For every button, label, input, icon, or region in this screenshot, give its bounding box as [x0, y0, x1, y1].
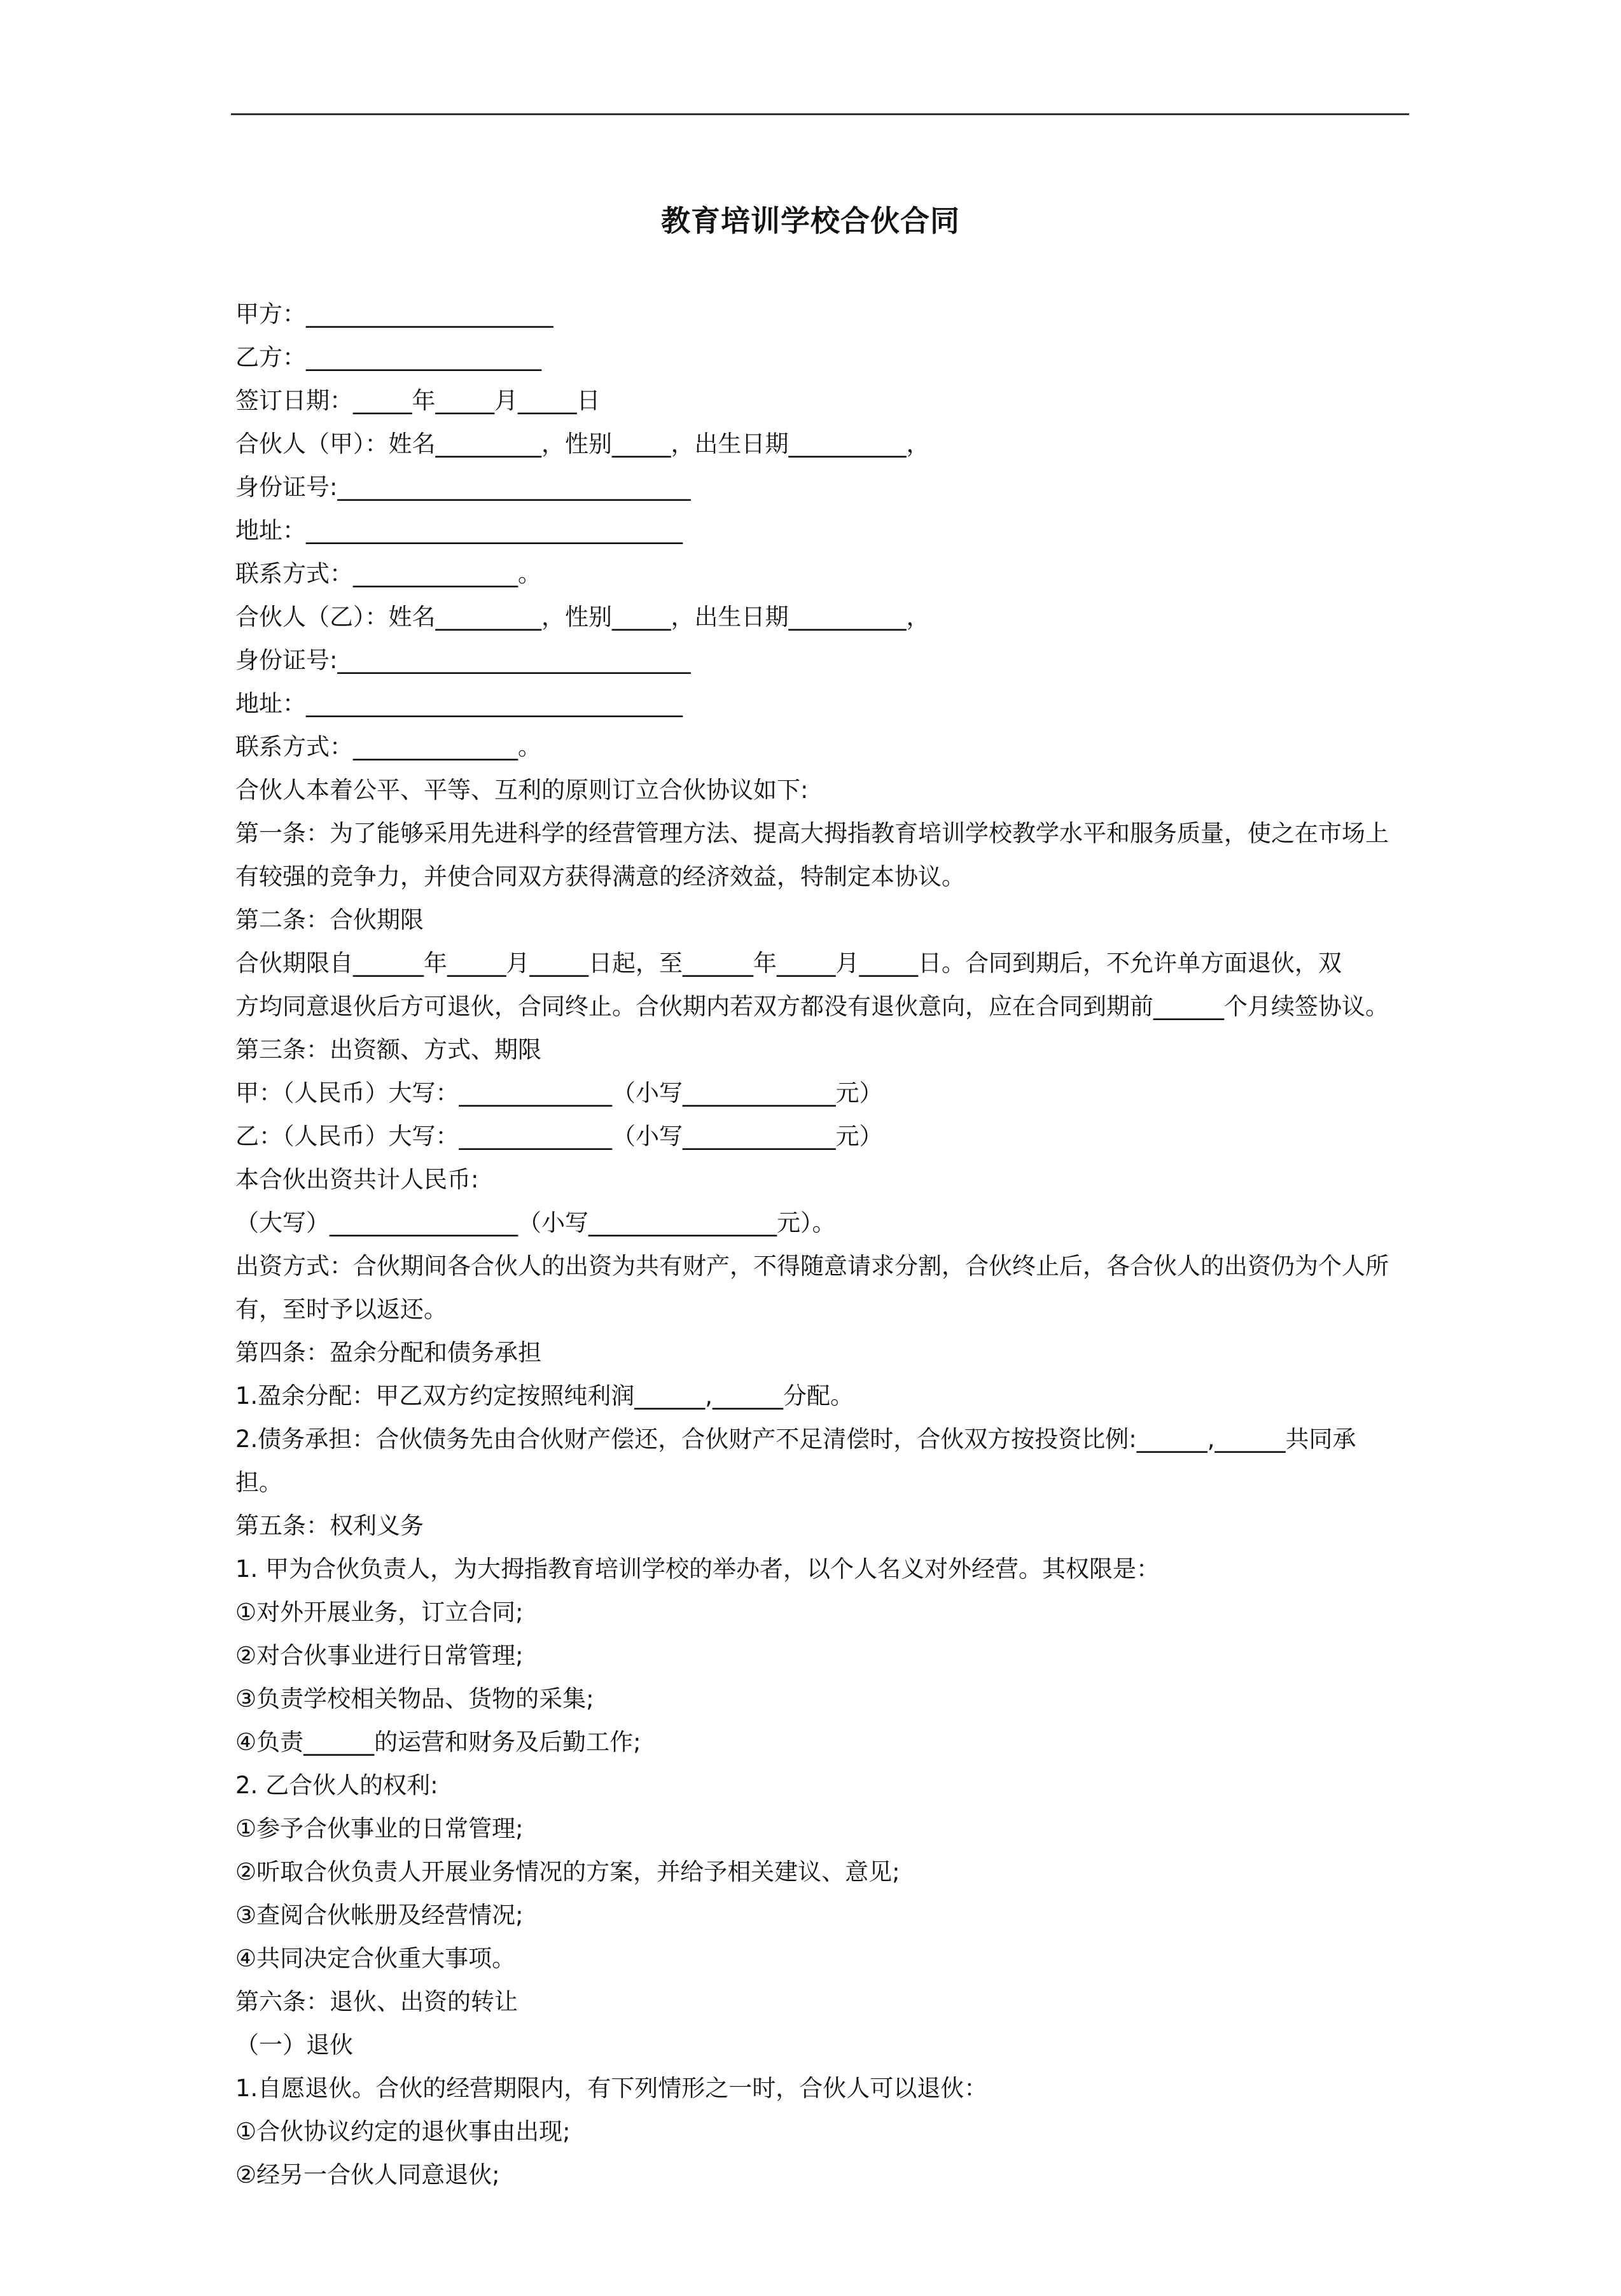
document-line: 身份证号:______________________________ [235, 473, 691, 501]
document-line: 方均同意退伙后方可退伙，合同终止。合伙期内若双方都没有退伙意向，应在合同到期前______个月续签协议。 [235, 993, 1389, 1020]
document-line: 第一条：为了能够采用先进科学的经营管理方法、提高大拇指教育培训学校教学水平和服务质量，使之在市场上 [235, 820, 1389, 847]
document-body [235, 293, 1412, 2197]
document-line: 第二条：合伙期限 [235, 906, 424, 934]
document-line: ①合伙协议约定的退伙事由出现; [235, 2118, 571, 2145]
document-line: 乙方：____________________ [235, 344, 541, 371]
document-line: 本合伙出资共计人民币: [235, 1166, 479, 1193]
document-line: ①对外开展业务，订立合同; [235, 1599, 524, 1626]
document-line: ②听取合伙负责人开展业务情况的方案，并给予相关建议、意见; [235, 1858, 900, 1886]
document-line: 甲：（人民币）大写：_____________（小写_____________元） [235, 1079, 883, 1107]
document-line: 甲方：_____________________ [235, 300, 553, 328]
document-line: 1. 甲为合伙负责人，为大拇指教育培训学校的举办者，以个人名义对外经营。其权限是： [235, 1555, 1160, 1583]
document-line: 合伙人（乙）：姓名_________，性别_____，出生日期__________， [235, 603, 930, 631]
document-line: ③负责学校相关物品、货物的采集; [235, 1685, 594, 1712]
document-line: 乙：（人民币）大写：_____________（小写_____________元） [235, 1123, 883, 1150]
document-line: 身份证号:______________________________ [235, 647, 691, 674]
document-line: 第三条：出资额、方式、期限 [235, 1036, 541, 1063]
document-line: 合伙人（甲）：姓名_________，性别_____，出生日期__________， [235, 430, 930, 458]
document-line: 第五条：权利义务 [235, 1512, 424, 1539]
document-line: 第四条：盈余分配和债务承担 [235, 1339, 541, 1366]
document-line: 联系方式：______________。 [235, 733, 541, 760]
document-line: 出资方式：合伙期间各合伙人的出资为共有财产，不得随意请求分割，合伙终止后，各合伙人的出资仍为个人所 [235, 1252, 1389, 1280]
document-line: ③查阅合伙帐册及经营情况; [235, 1901, 524, 1929]
header-rule [231, 113, 1409, 115]
document-line: ②经另一合伙人同意退伙; [235, 2161, 500, 2188]
document-line: 有，至时予以返还。 [235, 1296, 447, 1323]
document-line: 有较强的竞争力，并使合同双方获得满意的经济效益，特制定本协议。 [235, 863, 965, 890]
document-line: 地址：________________________________ [235, 517, 683, 544]
document-line: 1.盈余分配：甲乙双方约定按照纯利润______,______分配。 [235, 1382, 854, 1410]
document-line: （大写）________________（小写________________元）。 [235, 1209, 836, 1236]
document-line: 担。 [235, 1469, 282, 1496]
document-line: ④共同决定合伙重大事项。 [235, 1945, 516, 1972]
document-line: （一）退伙 [235, 2031, 353, 2059]
document-line: ④负责______的运营和财务及后勤工作; [235, 1728, 641, 1756]
document-line: 联系方式：______________。 [235, 560, 541, 587]
document-line: 合伙人本着公平、平等、互利的原则订立合伙协议如下: [235, 776, 809, 804]
document-line: 合伙期限自______年_____月_____日起，至______年_____月_____日。合同到期后，不允许单方面退伙，双 [235, 949, 1342, 977]
document-line: ②对合伙事业进行日常管理; [235, 1642, 524, 1669]
document-line: ①参予合伙事业的日常管理; [235, 1815, 524, 1842]
document-line: 1.自愿退伙。合伙的经营期限内，有下列情形之一时，合伙人可以退伙： [235, 2075, 988, 2102]
document-title: 教育培训学校合伙合同 [661, 204, 960, 238]
document-line: 地址：________________________________ [235, 690, 683, 717]
document-line: 签订日期：_____年_____月_____日 [235, 387, 601, 414]
document-line: 2.债务承担：合伙债务先由合伙财产偿还，合伙财产不足清偿时，合伙双方按投资比例:______,______共同承 [235, 1425, 1356, 1453]
document-line: 第六条：退伙、出资的转让 [235, 1988, 518, 2015]
document-line: 2. 乙合伙人的权利: [235, 1772, 438, 1799]
